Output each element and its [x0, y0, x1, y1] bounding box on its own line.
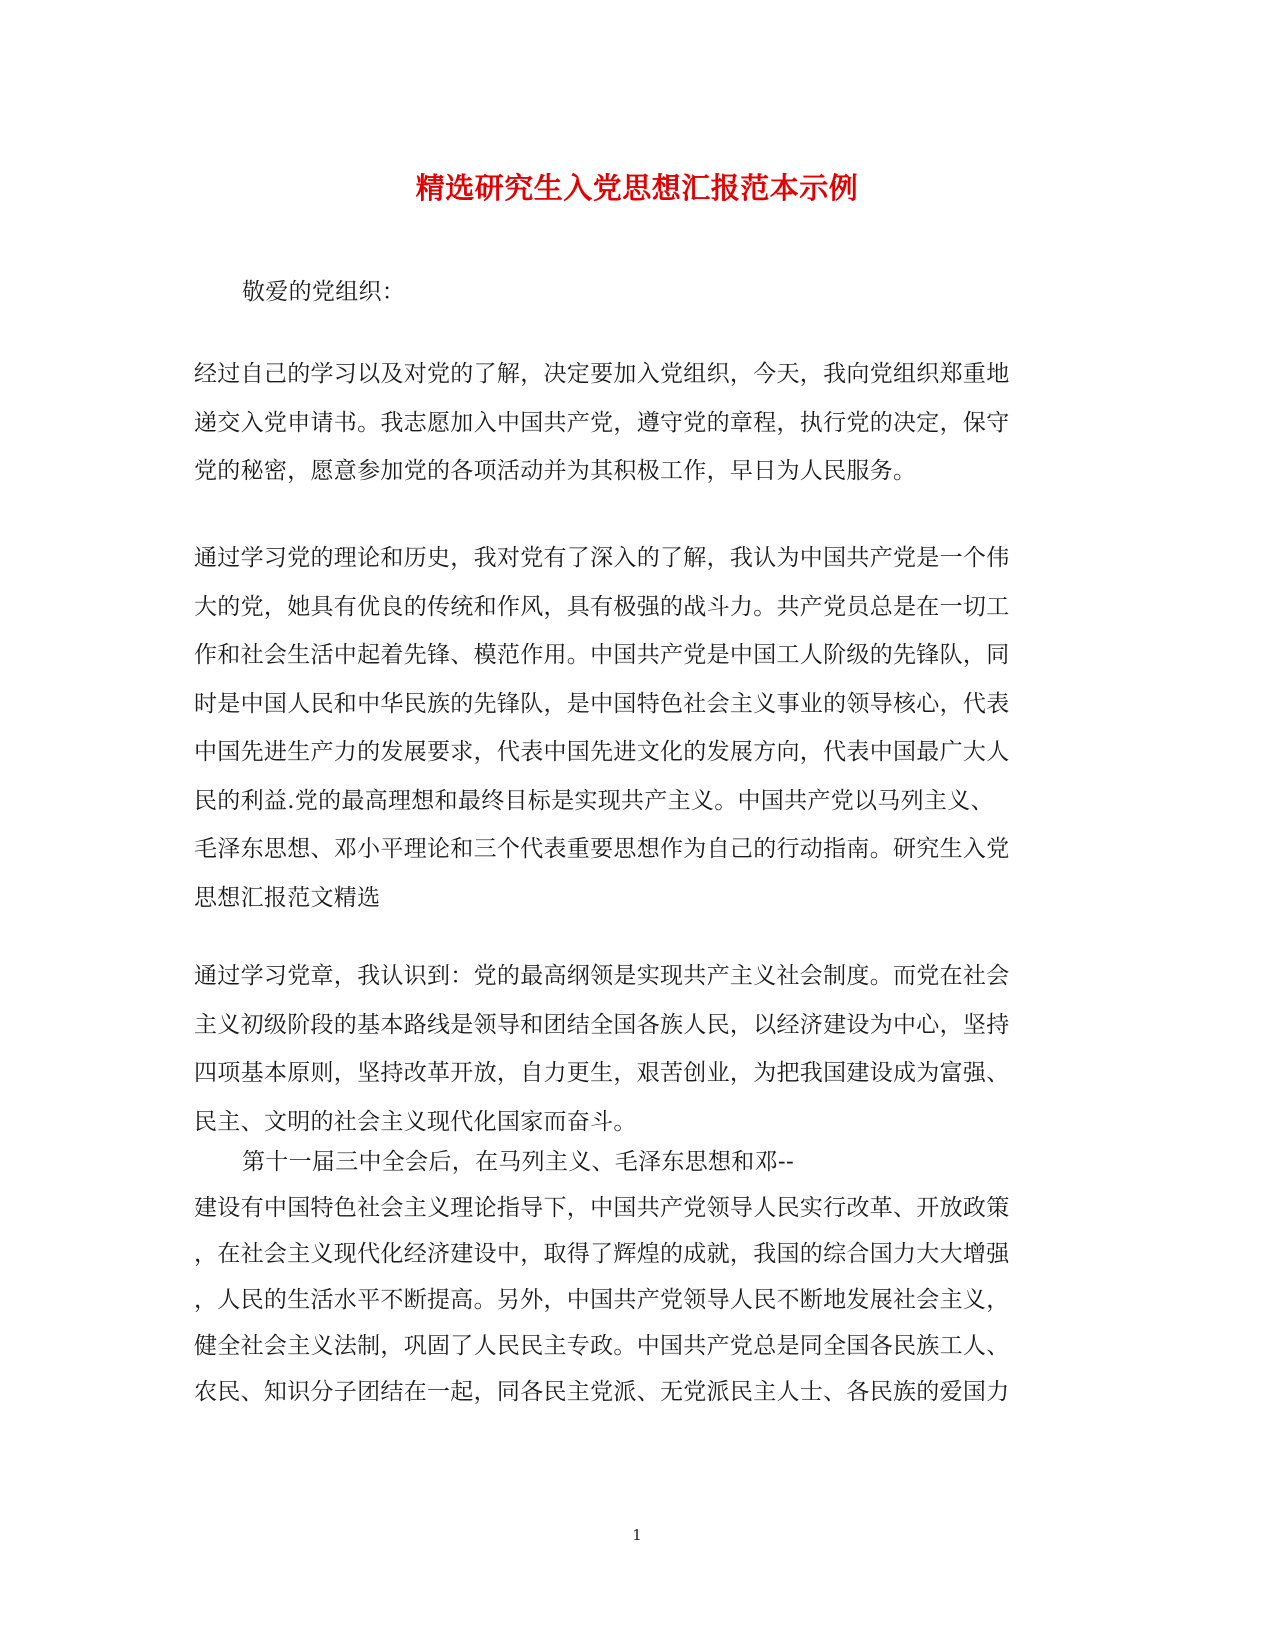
paragraph-line: 通过学习党的理论和历史，我对党有了深入的了解，我认为中国共产党是一个伟 — [194, 545, 1010, 571]
paragraph-line: 中国先进生产力的发展要求，代表中国先进文化的发展方向，代表中国最广大人 — [194, 739, 1010, 765]
paragraph-line: 主义初级阶段的基本路线是领导和团结全国各族人民，以经济建设为中心，坚持 — [194, 1011, 1010, 1038]
paragraph-3 — [194, 952, 1074, 1146]
paragraph-line: 四项基本原则，坚持改革开放，自力更生，艰苦创业，为把我国建设成为富强、 — [194, 1060, 1010, 1086]
paragraph-line: 通过学习党章，我认识到：党的最高纲领是实现共产主义社会制度。而党在社会 — [194, 963, 1010, 989]
paragraph-line: 民的利益.党的最高理想和最终目标是实现共产主义。中国共产党以马列主义、 — [194, 787, 994, 814]
paragraph-line: 思想汇报范文精选 — [194, 884, 381, 911]
paragraph-line: 时是中国人民和中华民族的先锋队，是中国特色社会主义事业的领导核心，代表 — [194, 690, 1010, 717]
document-title: 精选研究生入党思想汇报范本示例 — [415, 171, 859, 205]
paragraph-line: 大的党，她具有优良的传统和作风，具有极强的战斗力。共产党员总是在一切工 — [194, 593, 1010, 620]
paragraph-2 — [194, 534, 1074, 922]
paragraph-line: 党的秘密，愿意参加党的各项活动并为其积极工作，早日为人民服务。 — [194, 458, 917, 484]
paragraph-line: 民主、文明的社会主义现代化国家而奋斗。 — [194, 1108, 637, 1135]
salutation-block — [194, 268, 1074, 317]
paragraph-line: 经过自己的学习以及对党的了解，决定要加入党组织，今天，我向党组织郑重地 — [194, 361, 1010, 387]
paragraph-4 — [194, 1138, 1074, 1414]
paragraph-line: ，在社会主义现代化经济建设中，取得了辉煌的成就，我国的综合国力大大增强 — [194, 1241, 1010, 1267]
paragraph-line: 建设有中国特色社会主义理论指导下，中国共产党领导人民实行改革、开放政策 — [194, 1195, 1010, 1221]
page-number: 1 — [632, 1526, 642, 1544]
paragraph-1 — [194, 350, 1074, 496]
salutation: 敬爱的党组织： — [242, 279, 406, 305]
paragraph-line: 毛泽东思想、邓小平理论和三个代表重要思想作为自己的行动指南。研究生入党 — [194, 836, 1010, 862]
paragraph-line: 第十一届三中全会后，在马列主义、毛泽东思想和邓-- — [242, 1149, 795, 1175]
paragraph-line: 农民、知识分子团结在一起，同各民主党派、无党派民主人士、各民族的爱国力 — [194, 1379, 1010, 1405]
paragraph-line: ，人民的生活水平不断提高。另外，中国共产党领导人民不断地发展社会主义， — [194, 1287, 1010, 1313]
paragraph-line: 递交入党申请书。我志愿加入中国共产党，遵守党的章程，执行党的决定，保守 — [194, 409, 1010, 436]
paragraph-line: 健全社会主义法制，巩固了人民民主专政。中国共产党总是同全国各民族工人、 — [194, 1333, 1010, 1359]
paragraph-line: 作和社会生活中起着先锋、模范作用。中国共产党是中国工人阶级的先锋队，同 — [194, 642, 1010, 668]
